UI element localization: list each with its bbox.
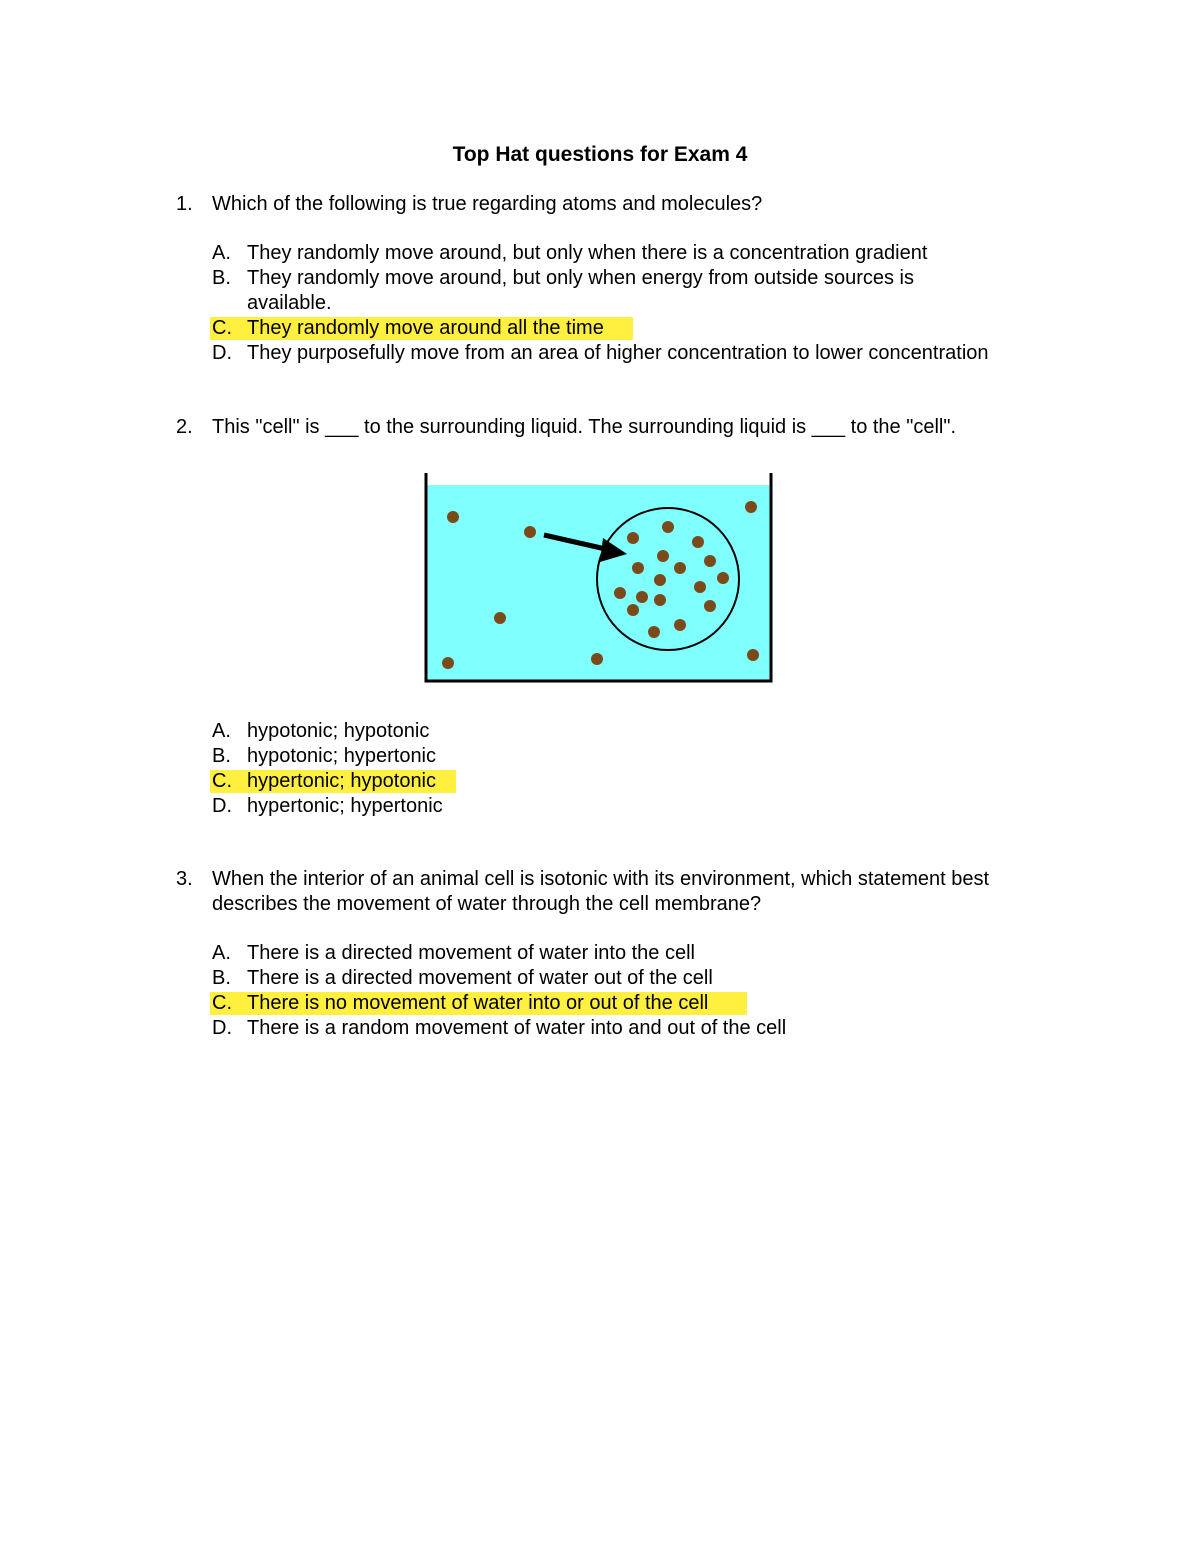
option-d: D. There is a random movement of water into and out of the cell	[0, 1016, 1200, 1041]
question-number: 1.	[176, 193, 193, 215]
question-2	[0, 415, 1200, 440]
question-text-continued: describes the movement of water through the cell membrane?	[212, 893, 762, 915]
question-2-options	[0, 719, 1200, 819]
option-c-answer: C. They randomly move around all the time	[0, 316, 1200, 341]
option-text: There is a directed movement of water into the cell	[247, 942, 695, 964]
option-text: There is a directed movement of water out of the cell	[247, 967, 713, 989]
question-3	[0, 867, 1200, 917]
question-1	[0, 192, 1200, 217]
option-text: There is a random movement of water into and out of the cell	[247, 1017, 787, 1039]
option-text: They randomly move around all the time	[247, 317, 604, 339]
option-a: A. hypotonic; hypotonic	[0, 719, 1200, 744]
question-number: 2.	[176, 416, 193, 438]
osmosis-diagram	[420, 470, 780, 686]
option-text-continued: available.	[247, 292, 332, 314]
question-text: This "cell" is ___ to the surrounding liquid. The surrounding liquid is ___ to the "cell".	[212, 416, 957, 438]
option-text: hypotonic; hypotonic	[247, 720, 430, 742]
option-text: They purposefully move from an area of higher concentration to lower concentration	[247, 342, 989, 364]
question-3-options	[0, 941, 1200, 1041]
option-text: They randomly move around, but only when energy from outside sources is	[247, 267, 915, 289]
option-text: hypertonic; hypotonic	[247, 770, 437, 792]
option-b: B. They randomly move around, but only when energy from outside sources is available.	[0, 266, 1200, 316]
option-text: hypertonic; hypertonic	[247, 795, 443, 817]
option-a: A. There is a directed movement of water into the cell	[0, 941, 1200, 966]
option-d: D. hypertonic; hypertonic	[0, 794, 1200, 819]
option-d: D. They purposefully move from an area of higher concentration to lower concentration	[0, 341, 1200, 366]
option-a: A. They randomly move around, but only when there is a concentration gradient	[0, 241, 1200, 266]
question-1-options	[0, 241, 1200, 366]
option-b: B. hypotonic; hypertonic	[0, 744, 1200, 769]
question-text: Which of the following is true regarding atoms and molecules?	[212, 193, 763, 215]
liquid	[427, 485, 771, 681]
option-c-answer: C. hypertonic; hypotonic	[0, 769, 1200, 794]
option-b: B. There is a directed movement of water out of the cell	[0, 966, 1200, 991]
option-text: They randomly move around, but only when there is a concentration gradient	[247, 242, 928, 264]
option-text: There is no movement of water into or out of the cell	[247, 992, 709, 1014]
option-text: hypotonic; hypertonic	[247, 745, 437, 767]
option-c-answer: C. There is no movement of water into or out of the cell	[0, 991, 1200, 1016]
question-number: 3.	[176, 868, 193, 890]
question-text: When the interior of an animal cell is isotonic with its environment, which statement best	[212, 868, 990, 890]
page-title: Top Hat questions for Exam 4	[452, 143, 748, 166]
